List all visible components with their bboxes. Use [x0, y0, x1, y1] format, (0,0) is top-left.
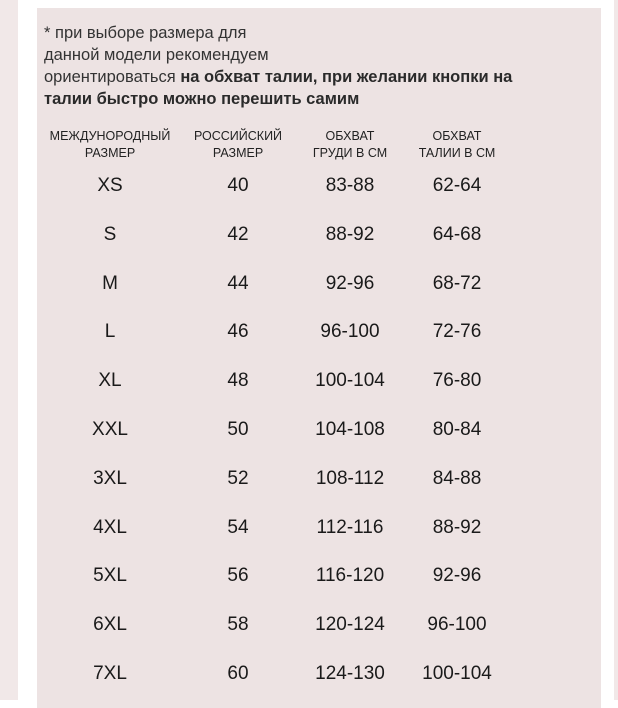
- cell-international-size: M: [102, 272, 118, 294]
- cell-international-size: XL: [98, 370, 122, 392]
- cell-international-size: S: [103, 223, 117, 245]
- cell-chest-cm: 116-120: [315, 565, 385, 587]
- header-line: ГРУДИ В СМ: [312, 146, 388, 160]
- cell-russian-size: 46: [227, 321, 249, 343]
- cell-russian-size: 60: [227, 663, 249, 684]
- header-line: ТАЛИИ В СМ: [418, 146, 496, 160]
- header-line: ОБХВАТ: [325, 129, 375, 143]
- cell-russian-size: 44: [227, 272, 249, 294]
- cell-waist-cm: 68-72: [432, 272, 482, 294]
- cell-chest-cm: 108-112: [315, 467, 385, 489]
- cell-waist-cm: 64-68: [432, 223, 482, 245]
- cell-international-size: 4XL: [93, 516, 127, 538]
- note-emphasis: на обхват талии, при желании кнопки на: [180, 68, 513, 86]
- cell-international-size: XXL: [92, 419, 128, 440]
- header-line: ОБХВАТ: [432, 129, 482, 143]
- header-line: РОССИЙСКИЙ: [193, 129, 283, 143]
- cell-russian-size: 50: [227, 419, 249, 440]
- size-recommendation-note: [44, 22, 512, 110]
- cell-russian-size: 56: [227, 565, 249, 587]
- cell-chest-cm: 88-92: [325, 223, 375, 245]
- cell-russian-size: 58: [227, 614, 249, 636]
- cell-waist-cm: 72-76: [432, 321, 482, 343]
- cell-international-size: 5XL: [93, 565, 127, 587]
- note-line: * при выборе размера для: [44, 24, 247, 42]
- cell-chest-cm: 104-108: [315, 419, 385, 440]
- cell-waist-cm: 92-96: [432, 565, 482, 587]
- cell-chest-cm: 112-116: [316, 516, 384, 538]
- cell-russian-size: 40: [227, 175, 249, 196]
- cell-international-size: 7XL: [93, 663, 127, 684]
- column-header-russian-size: [173, 128, 303, 162]
- note-text: ориентироваться: [44, 68, 181, 86]
- cell-international-size: L: [104, 321, 116, 343]
- cell-waist-cm: 80-84: [432, 419, 482, 440]
- note-line: [44, 88, 512, 110]
- note-emphasis: талии быстро можно перешить самим: [44, 90, 360, 108]
- cell-waist-cm: 76-80: [432, 370, 482, 392]
- cell-waist-cm: 62-64: [432, 175, 482, 196]
- cell-waist-cm: 96-100: [427, 614, 487, 636]
- cell-chest-cm: 120-124: [315, 614, 385, 636]
- header-line: РАЗМЕР: [84, 146, 136, 160]
- cell-russian-size: 52: [227, 467, 249, 489]
- cell-waist-cm: 88-92: [432, 516, 482, 538]
- cell-russian-size: 48: [227, 370, 249, 392]
- column-header-waist-cm: [392, 128, 522, 162]
- cell-chest-cm: 83-88: [325, 175, 375, 196]
- cell-chest-cm: 124-130: [315, 663, 385, 684]
- cell-waist-cm: 84-88: [432, 467, 482, 489]
- cell-chest-cm: 92-96: [325, 272, 375, 294]
- cell-chest-cm: 100-104: [315, 370, 385, 392]
- note-line: [44, 66, 512, 88]
- header-line: РАЗМЕР: [212, 146, 264, 160]
- left-border: [0, 0, 18, 700]
- column-header-international-size: [45, 128, 175, 162]
- note-line: данной модели рекомендуем: [44, 46, 269, 64]
- cell-international-size: XS: [97, 175, 123, 196]
- cell-international-size: 6XL: [93, 614, 127, 636]
- size-chart-panel: [37, 8, 601, 708]
- cell-russian-size: 42: [227, 223, 249, 245]
- cell-international-size: 3XL: [93, 467, 127, 489]
- right-border: [614, 0, 618, 700]
- cell-russian-size: 54: [227, 516, 249, 538]
- cell-chest-cm: 96-100: [320, 321, 380, 343]
- cell-waist-cm: 100-104: [422, 663, 492, 684]
- header-line: МЕЖДУНОРОДНЫЙ: [49, 129, 171, 143]
